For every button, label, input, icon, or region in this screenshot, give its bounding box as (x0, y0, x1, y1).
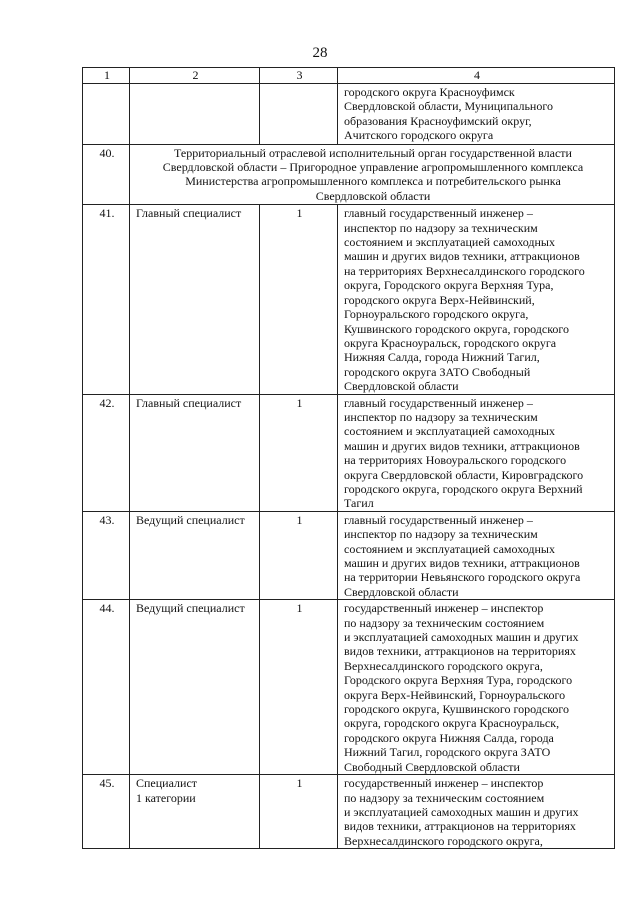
table-row (83, 394, 615, 511)
desc-line: городского округа, городского округа Верхний (344, 481, 583, 496)
desc-line: Кушвинского городского округа, городского (344, 321, 570, 336)
desc-line: Городского округа Верхняя Тура, городского (344, 673, 573, 688)
cell-qty: 1 (260, 394, 338, 511)
header-row (83, 68, 615, 84)
cell-description (338, 775, 615, 849)
desc-line: главный государственный инженер – (344, 206, 533, 221)
cell-qty (260, 84, 338, 145)
desc-line: главный государственный инженер – (344, 395, 533, 410)
desc-line: Горноуральского городского округа, (344, 307, 529, 322)
cell-num: 43. (83, 511, 130, 599)
position-line: Специалист (136, 776, 198, 791)
position-line: 1 категории (136, 790, 196, 805)
staff-table (82, 67, 615, 849)
cell-num: 40. (83, 144, 130, 205)
desc-line: государственный инженер – инспектор (344, 776, 544, 791)
cell-num: 41. (83, 205, 130, 394)
desc-line: Свердловской области (344, 584, 459, 599)
continuation-row (83, 84, 615, 145)
desc-line: по надзору за техническим состоянием (344, 615, 545, 630)
cell-description (338, 205, 615, 394)
desc-line: видов техники, аттракционов на территориях (344, 819, 576, 834)
desc-line: инспектор по надзору за техническим (344, 220, 538, 235)
cell-position (130, 84, 260, 145)
desc-line: городского округа Красноуфимск (344, 85, 515, 99)
section-title-line: Свердловской области (315, 188, 431, 203)
desc-line: Верхнесалдинского городского округа, (344, 658, 543, 673)
desc-line: Ачитского городского округа (344, 128, 494, 143)
column-header-2: 2 (130, 68, 260, 84)
desc-line: на территориях Новоуральского городского (344, 453, 567, 468)
desc-line: и эксплуатацией самоходных машин и других (344, 630, 579, 645)
desc-line: округа, городского округа Красноуральск, (344, 716, 560, 731)
column-header-3: 3 (260, 68, 338, 84)
desc-line: городского округа Верх-Нейвинский, (344, 292, 535, 307)
desc-line: округа Свердловской области, Кировградского (344, 467, 584, 482)
cell-position: Ведущий специалист (130, 600, 260, 775)
desc-line: округа Красноуральск, городского округа (344, 335, 557, 350)
desc-line: на территориях Верхнесалдинского городского (344, 263, 585, 278)
desc-line: Нижняя Салда, города Нижний Тагил, (344, 350, 540, 365)
cell-position: Ведущий специалист (130, 511, 260, 599)
desc-line: состоянием и эксплуатацией самоходных (344, 424, 555, 439)
cell-qty: 1 (260, 205, 338, 394)
cell-qty: 1 (260, 775, 338, 849)
section-title-line: Территориальный отраслевой исполнительный орган государственной власти (174, 145, 572, 160)
desc-line: образования Красноуфимский округ, (344, 113, 532, 128)
desc-line: видов техники, аттракционов на территориях (344, 644, 576, 659)
desc-line: городского округа ЗАТО Свободный (344, 364, 531, 379)
section-title (130, 144, 615, 205)
cell-num (83, 84, 130, 145)
desc-line: Свердловской области (344, 379, 459, 394)
table-row (83, 511, 615, 599)
desc-line: состоянием и эксплуатацией самоходных (344, 235, 555, 250)
desc-line: Верхнесалдинского городского округа, (344, 833, 543, 848)
desc-line: и эксплуатацией самоходных машин и других (344, 804, 579, 819)
cell-num: 44. (83, 600, 130, 775)
desc-line: по надзору за техническим состоянием (344, 790, 545, 805)
desc-line: государственный инженер – инспектор (344, 601, 544, 616)
table-row (83, 600, 615, 775)
page-number: 28 (312, 45, 328, 61)
desc-line: машин и других видов техники, аттракционов (344, 556, 580, 570)
cell-position: Главный специалист (130, 394, 260, 511)
desc-line: инспектор по надзору за техническим (344, 409, 538, 424)
desc-line: машин и других видов техники, аттракционов (344, 438, 580, 453)
column-header-1: 1 (83, 68, 130, 84)
section-row (83, 144, 615, 205)
table-row (83, 775, 615, 849)
desc-line: Свободный Свердловской области (344, 759, 520, 774)
desc-line: Тагил (344, 496, 374, 511)
desc-line: на территории Невьянского городского округа (344, 570, 581, 585)
cell-description (338, 84, 615, 145)
desc-line: машин и других видов техники, аттракционов (344, 249, 580, 264)
cell-description (338, 511, 615, 599)
cell-description (338, 600, 615, 775)
desc-line: округа, Городского округа Верхняя Тура, (344, 278, 554, 293)
section-title-line: Свердловской области – Пригородное управление агропромышленного комплекса (162, 160, 584, 175)
cell-position (130, 775, 260, 849)
cell-position: Главный специалист (130, 205, 260, 394)
desc-line: инспектор по надзору за техническим (344, 527, 538, 542)
cell-description (338, 394, 615, 511)
desc-line: Нижний Тагил, городского округа ЗАТО (344, 745, 551, 760)
cell-num: 42. (83, 394, 130, 511)
cell-qty: 1 (260, 511, 338, 599)
section-title-line: Министерства агропромышленного комплекса и потребительского рынка (185, 174, 561, 189)
desc-line: городского округа, Кушвинского городского (344, 702, 570, 717)
desc-line: городского округа Нижняя Салда, города (344, 730, 554, 745)
table-row (83, 205, 615, 394)
desc-line: состоянием и эксплуатацией самоходных (344, 541, 555, 556)
desc-line: Свердловской области, Муниципального (344, 99, 553, 114)
cell-qty: 1 (260, 600, 338, 775)
column-header-4: 4 (338, 68, 615, 84)
desc-line: округа Верх-Нейвинский, Горноуральского (344, 687, 566, 702)
desc-line: главный государственный инженер – (344, 512, 533, 527)
cell-num: 45. (83, 775, 130, 849)
